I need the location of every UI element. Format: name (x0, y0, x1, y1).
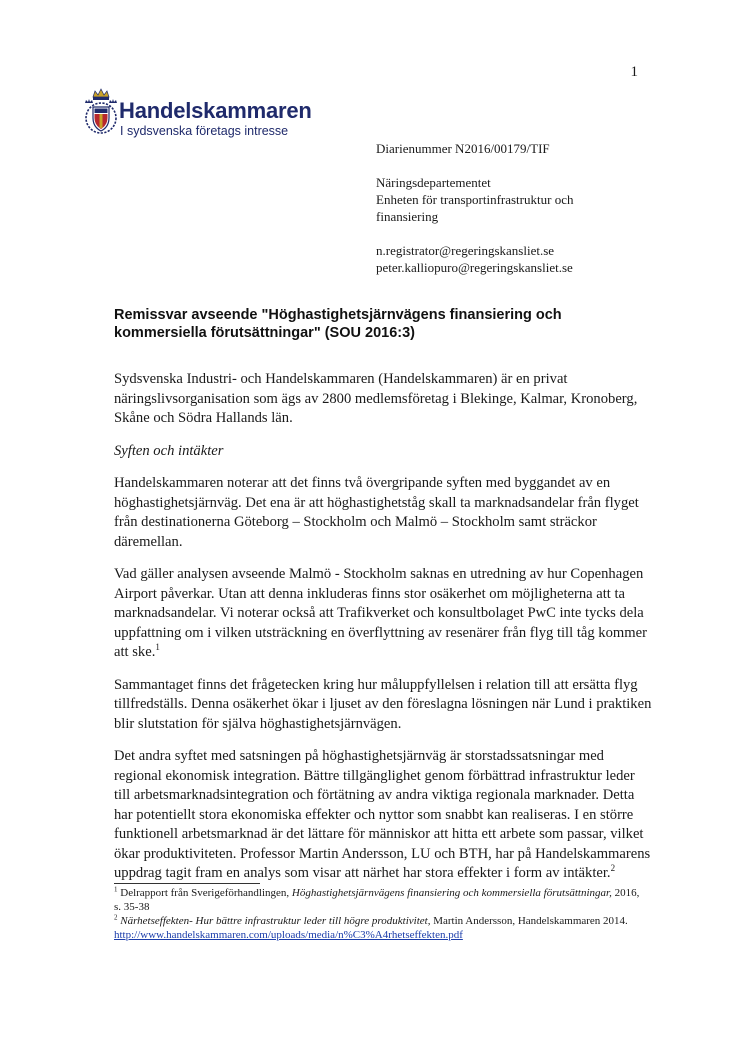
recipient-emails (376, 242, 676, 276)
document-title: Remissvar avseende "Höghastighetsjärnvägens finansiering och kommersiella förutsättningar" (SOU 2016:3) (114, 307, 562, 341)
footnote-text: Delrapport från Sverigeförhandlingen, (117, 887, 292, 899)
paragraph-text: Det andra syftet med satsningen på höghastighetsjärnväg är storstadssatsningar med regional ekonomisk integration. Bättre tillgänglighet genom förbättrad infrastruktur leder till arbetsmarknadsintegration och förtätning av andra viktiga regionala marknader. Detta har potentiellt stora ekonomiska effekter och nyttor som snabbt kan realiseras. I en större funktionell arbetsmarknad är det lättare för människor att hitta ett arbete som passar, vilket ökar produktiviteten. Professor Martin Andersson, LU och BTH, har på Handelskammarens uppdrag tagit fram en analys som visar att närhet har stora effekter i form av intäkter. (114, 748, 651, 881)
page-number: 1 (630, 64, 638, 80)
email-registrator: n.registrator@regeringskansliet.se (376, 243, 555, 258)
section-heading: Syften och intäkter (114, 442, 224, 459)
organization-name: Handelskammaren (119, 98, 312, 123)
department-name: Näringsdepartementet (376, 175, 491, 190)
department-address (376, 174, 676, 225)
recipient-block (376, 140, 676, 293)
footnote-title: Höghastighetsjärnvägens finansiering och kommersiella förutsättningar, (291, 887, 612, 899)
footnote-link[interactable]: http://www.handelskammaren.com/uploads/media/n%C3%A4rhetseffekten.pdf (114, 929, 463, 941)
footnote-tail: 2016, s. 35-38 (114, 887, 640, 913)
handelskammaren-logo-icon (84, 88, 118, 136)
paragraph-purposes: Handelskammaren noterar att det finns två övergripande syften med byggandet av en höghastighetsjärnväg. Det ena är att höghastighetståg skall ta marknadsandelar från flyget från destinationerna Göteborg – Stockholm och Malmö – Stockholm samt sträckor däremellan. (114, 475, 639, 550)
footnote-title: Närhetseffekten- Hur bättre infrastruktur leder till högre produktivitet, (117, 915, 431, 927)
footnote-text: Martin Andersson, Handelskammaren 2014. (430, 915, 628, 927)
diarienummer: Diarienummer N2016/00179/TIF (376, 141, 550, 156)
footnotes (114, 886, 644, 942)
organization-tagline: I sydsvenska företags intresse (120, 124, 289, 138)
department-unit-cont: finansiering (376, 209, 439, 224)
footnote-1 (114, 886, 644, 914)
document-body (114, 370, 654, 897)
paragraph-second-purpose (114, 747, 654, 884)
paragraph-intro: Sydsvenska Industri- och Handelskammaren (Handelskammaren) är en privat näringslivsorganisation som ägs av 2800 medlemsföretag i Blekinge, Kalmar, Kronoberg, Skåne och Södra Hallands län. (114, 371, 638, 426)
department-unit: Enheten för transportinfrastruktur och (376, 192, 574, 207)
footnote-number: 2 (114, 913, 118, 922)
paragraph-malmo-analysis (114, 565, 654, 663)
footnote-number: 1 (114, 885, 118, 894)
footnote-divider (114, 883, 260, 884)
footnote-ref: 1 (155, 642, 160, 653)
paragraph-text: Vad gäller analysen avseende Malmö - Stockholm saknas en utredning av hur Copenhagen Airport påverkar. Utan att denna inkluderas finns stor osäkerhet om möjligheterna att ta marknadsandelar. Vi noterar också att Trafikverket och konsultbolaget PwC inte tycks dela uppfattning om i vilken utsträckning en överflyttning av resenärer från flyg till tåg kommer att ske. (114, 566, 647, 660)
paragraph-summary: Sammantaget finns det frågetecken kring hur måluppfyllelsen i relation till att ersätta flyg tillfredställs. Denna osäkerhet ökar i ljuset av den föreslagna lösningen när Lund i praktiken blir slutstation för själva höghastighetsjärnvägen. (114, 676, 652, 732)
footnote-ref: 2 (610, 863, 616, 874)
email-kalliopuro: peter.kalliopuro@regeringskansliet.se (376, 260, 573, 275)
footnote-2 (114, 914, 644, 942)
